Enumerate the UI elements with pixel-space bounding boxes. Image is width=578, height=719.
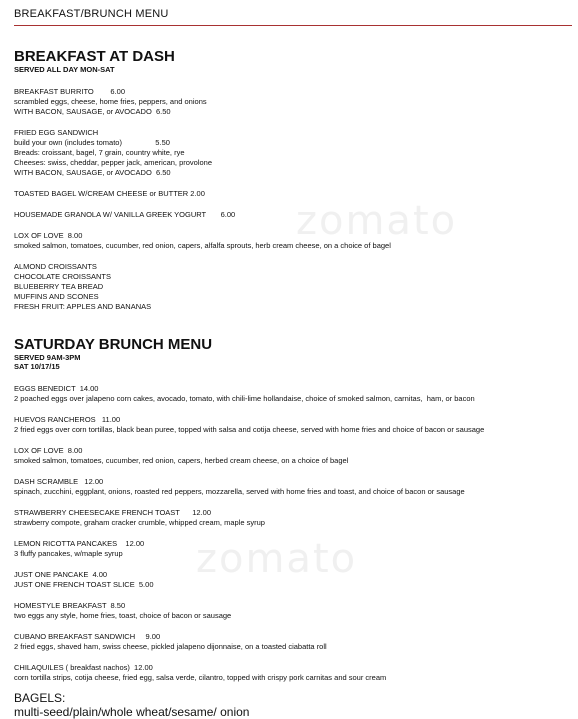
menu-item-detail: build your own (includes tomato) 5.50 [14, 138, 170, 147]
menu-item-name: DASH SCRAMBLE 12.00 [14, 477, 104, 486]
menu-item [14, 262, 572, 312]
menu-item-detail: CHOCOLATE CROISSANTS [14, 272, 111, 281]
menu-item-name: STRAWBERRY CHEESECAKE FRENCH TOAST 12.00 [14, 508, 212, 517]
menu-item-detail: 2 poached eggs over jalapeno corn cakes, avocado, tomato, with chili-lime hollandaise, choice of smoked salmon, carnitas, ham, or bacon [14, 394, 475, 403]
menu-item-name: LOX OF LOVE 8.00 [14, 446, 83, 455]
menu-item-name: EGGS BENEDICT 14.00 [14, 384, 99, 393]
menu-item-detail: strawberry compote, graham cracker crumble, whipped cream, maple syrup [14, 518, 265, 527]
watermark-top: zomato [296, 198, 458, 244]
menu-item [14, 663, 572, 683]
menu-item [14, 508, 572, 528]
menu-item-name: TOASTED BAGEL W/CREAM CHEESE or BUTTER 2.00 [14, 189, 205, 198]
menu-item-detail: scrambled eggs, cheese, home fries, peppers, and onions [14, 97, 207, 106]
menu-item-name: HOUSEMADE GRANOLA W/ VANILLA GREEK YOGURT 6.00 [14, 210, 236, 219]
menu-item [14, 477, 572, 497]
menu-item-detail: MUFFINS AND SCONES [14, 292, 99, 301]
menu-item-detail: FRESH FRUIT: APPLES AND BANANAS [14, 302, 152, 311]
menu-item-name: HOMESTYLE BREAKFAST 8.50 [14, 601, 126, 610]
bagels-section [14, 691, 572, 719]
section-title: SATURDAY BRUNCH MENU [14, 336, 213, 353]
menu-item [14, 189, 572, 199]
menu-item-name: LEMON RICOTTA PANCAKES 12.00 [14, 539, 145, 548]
section-subtitle: SERVED 9AM-3PM [14, 353, 81, 362]
bagels-title: BAGELS: [14, 691, 66, 705]
menu-item-detail: spinach, zucchini, eggplant, onions, roasted red peppers, mozzarella, served with home fries and toast, and choice of bacon or sausage [14, 487, 465, 496]
section-subtitle: SERVED ALL DAY MON-SAT [14, 65, 115, 74]
page-header: BREAKFAST/BRUNCH MENU [14, 8, 572, 26]
menu-item-name: FRIED EGG SANDWICH [14, 128, 99, 137]
bagels-options: multi-seed/plain/whole wheat/sesame/ onion [14, 705, 250, 719]
menu-item-name: CHILAQUILES ( breakfast nachos) 12.00 [14, 663, 153, 672]
menu-section [14, 48, 572, 312]
menu-item [14, 384, 572, 404]
menu-item [14, 87, 572, 117]
menu-item [14, 570, 572, 590]
menu-item-name: JUST ONE PANCAKE 4.00 [14, 570, 108, 579]
menu-item-name: HUEVOS RANCHEROS 11.00 [14, 415, 121, 424]
menu-item-name: LOX OF LOVE 8.00 [14, 231, 83, 240]
menu-item-detail: Breads: croissant, bagel, 7 grain, country white, rye [14, 148, 185, 157]
menu-item [14, 539, 572, 559]
menu-item [14, 632, 572, 652]
menu-item-name: ALMOND CROISSANTS [14, 262, 97, 271]
menu-item-name: BREAKFAST BURRITO 6.00 [14, 87, 126, 96]
menu-item [14, 415, 572, 435]
menu-item-detail: WITH BACON, SAUSAGE, or AVOCADO 6.50 [14, 107, 171, 116]
menu-content [14, 48, 572, 719]
section-subtitle: SAT 10/17/15 [14, 362, 60, 371]
menu-item-detail: JUST ONE FRENCH TOAST SLICE 5.00 [14, 580, 154, 589]
menu-item [14, 231, 572, 251]
menu-item-detail: 2 fried eggs over corn tortillas, black bean puree, topped with salsa and cotija cheese, served with home fries and choice of bacon or sausage [14, 425, 485, 434]
menu-item-detail: 2 fried eggs, shaved ham, swiss cheese, pickled jalapeno dijonnaise, on a toasted ciabatta roll [14, 642, 327, 651]
menu-sections [14, 48, 572, 683]
menu-item-detail: WITH BACON, SAUSAGE, or AVOCADO 6.50 [14, 168, 171, 177]
menu-item-detail: smoked salmon, tomatoes, cucumber, red onion, capers, herbed cream cheese, on a choice of bagel [14, 456, 349, 465]
menu-item-name: CUBANO BREAKFAST SANDWICH 9.00 [14, 632, 161, 641]
menu-item-detail: BLUEBERRY TEA BREAD [14, 282, 104, 291]
menu-item [14, 210, 572, 220]
menu-item-detail: smoked salmon, tomatoes, cucumber, red onion, capers, alfalfa sprouts, herb cream cheese, on a choice of bagel [14, 241, 391, 250]
section-title: BREAKFAST AT DASH [14, 48, 175, 65]
menu-item-detail: two eggs any style, home fries, toast, choice of bacon or sausage [14, 611, 232, 620]
menu-item-detail: Cheeses: swiss, cheddar, pepper jack, american, provolone [14, 158, 213, 167]
menu-section [14, 336, 572, 683]
watermark-bottom: zomato [196, 536, 358, 582]
menu-item [14, 601, 572, 621]
menu-item [14, 446, 572, 466]
menu-item-detail: 3 fluffy pancakes, w/maple syrup [14, 549, 123, 558]
menu-item-detail: corn tortilla strips, cotija cheese, fried egg, salsa verde, cilantro, topped with crispy pork carnitas and sour cream [14, 673, 387, 682]
menu-item [14, 128, 572, 178]
